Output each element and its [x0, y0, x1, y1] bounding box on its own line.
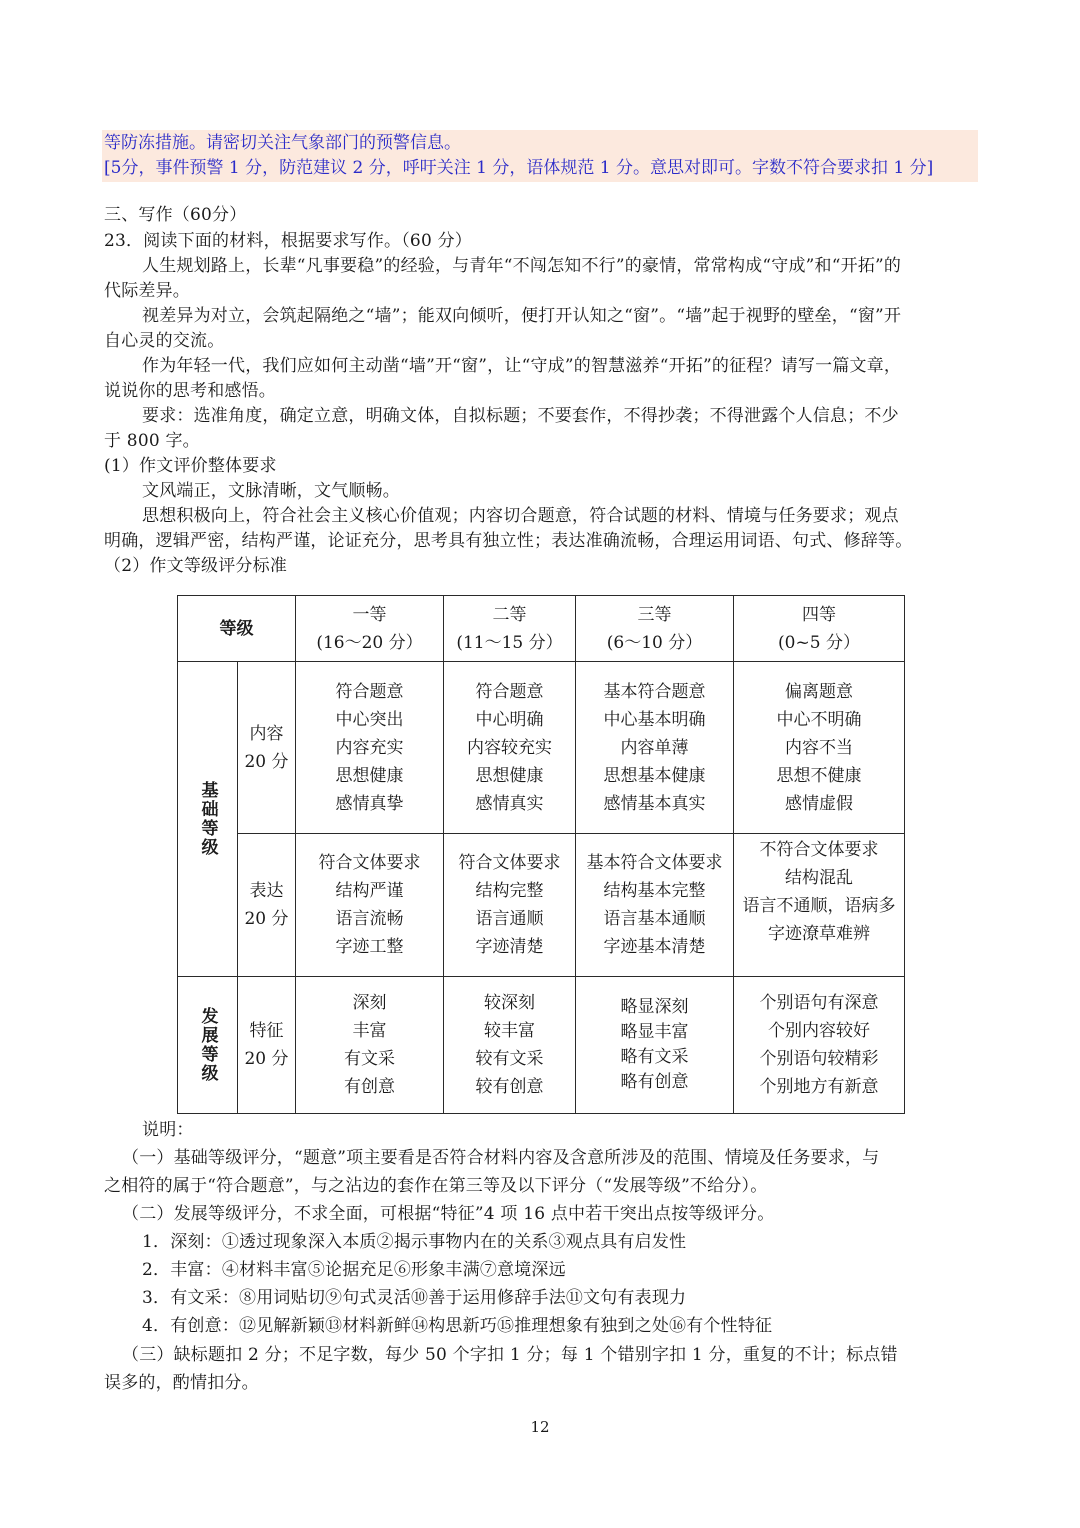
header-grade-3: 三等 (6～10 分）: [576, 596, 734, 662]
table-cell: 略显深刻 略显丰富 略有文采 略有创意: [576, 977, 734, 1114]
note-line: 误多的，酌情扣分。: [104, 1373, 259, 1393]
material-line: 说说你的思考和感悟。: [104, 381, 276, 401]
table-cell: 符合题意 中心明确 内容较充实 思想健康 感情真实: [444, 662, 576, 834]
note-line: （三）缺标题扣 2 分；不足字数，每少 50 个字扣 1 分；每 1 个错别字扣 1 分，重复的不计；标点错: [122, 1345, 898, 1365]
table-cell: 个别语句有深意 个别内容较好 个别语句较精彩 个别地方有新意: [734, 977, 905, 1114]
note-line: 2．丰富：④材料丰富⑤论据充足⑥形象丰满⑦意境深远: [142, 1260, 566, 1280]
note-line: （二）发展等级评分，不求全面，可根据“特征”4 项 16 点中若干突出点按等级评分。: [122, 1204, 775, 1224]
question-prompt: 23．阅读下面的材料，根据要求写作。（60 分）: [104, 231, 472, 251]
page-number: 12: [530, 1418, 550, 1436]
note-line: 3．有文采：⑧用词贴切⑨句式灵活⑩善于运用修辞手法⑪文句有表现力: [142, 1288, 687, 1308]
highlight-line-1: 等防冻措施。请密切关注气象部门的预警信息。: [104, 133, 461, 153]
table-row-expression: [178, 834, 905, 977]
group-development-level: 发展等级: [178, 977, 238, 1114]
requirement-line: 于 800 字。: [104, 431, 200, 451]
table-cell: 基本符合题意 中心基本明确 内容单薄 思想基本健康 感情基本真实: [576, 662, 734, 834]
group-basic-level: 基础等级: [178, 662, 238, 977]
header-grade-4: 四等 (0~5 分）: [734, 596, 905, 662]
requirement-line: 要求：选准角度，确定立意，明确文体，自拟标题；不要套作，不得抄袭；不得泄露个人信息；不少: [142, 406, 899, 426]
row-label-features: 特征 20 分: [238, 977, 296, 1114]
table-cell: 符合文体要求 结构严谨 语言流畅 字迹工整: [296, 834, 444, 977]
header-level: 等级: [178, 596, 296, 662]
scoring-note: [5分，事件预警 1 分，防范建议 2 分，呼吁关注 1 分，语体规范 1 分。意思对即可。字数不符合要求扣 1 分]: [104, 158, 934, 178]
row-label-expression: 表达 20 分: [238, 834, 296, 977]
note-line: （一）基础等级评分，“题意”项主要看是否符合材料内容及含意所涉及的范围、情境及任务要求，与: [122, 1148, 880, 1168]
overall-line: 思想积极向上，符合社会主义核心价值观；内容切合题意，符合试题的材料、情境与任务要求；观点: [142, 506, 899, 526]
table-header-row: [178, 596, 905, 662]
table-cell: 符合文体要求 结构完整 语言通顺 字迹清楚: [444, 834, 576, 977]
header-grade-2: 二等 (11～15 分）: [444, 596, 576, 662]
table-cell: 符合题意 中心突出 内容充实 思想健康 感情真挚: [296, 662, 444, 834]
notes-title: 说明：: [142, 1120, 194, 1140]
table-cell: 不符合文体要求 结构混乱 语言不通顺，语病多 字迹潦草难辨: [734, 834, 905, 977]
overall-requirements-title: (1）作文评价整体要求: [104, 456, 277, 476]
table-cell: 较深刻 较丰富 较有文采 较有创意: [444, 977, 576, 1114]
grading-standard-title: （2）作文等级评分标准: [104, 556, 288, 576]
material-line: 视差异为对立，会筑起隔绝之“墙”；能双向倾听，便打开认知之“窗”。“墙”起于视野的壁垒，“窗”开: [142, 306, 902, 326]
note-line: 1．深刻：①透过现象深入本质②揭示事物内在的关系③观点具有启发性: [142, 1232, 687, 1252]
material-line: 作为年轻一代，我们应如何主动凿“墙”开“窗”，让“守成”的智慧滋养“开拓”的征程？请写一篇文章，: [142, 356, 902, 376]
row-label-content: 内容 20 分: [238, 662, 296, 834]
note-line: 之相符的属于“符合题意”，与之沾边的套作在第三等及以下评分（“发展等级”不给分）。: [104, 1176, 768, 1196]
material-line: 人生规划路上，长辈“凡事要稳”的经验，与青年“不闯怎知不行”的豪情，常常构成“守成”和“开拓”的: [142, 256, 902, 276]
header-grade-1: 一等 (16～20 分）: [296, 596, 444, 662]
table-cell: 偏离题意 中心不明确 内容不当 思想不健康 感情虚假: [734, 662, 905, 834]
material-line: 代际差异。: [104, 281, 190, 301]
table-cell: 深刻 丰富 有文采 有创意: [296, 977, 444, 1114]
note-line: 4．有创意：⑫见解新颖⑬材料新鲜⑭构思新巧⑮推理想象有独到之处⑯有个性特征: [142, 1316, 773, 1336]
material-line: 自心灵的交流。: [104, 331, 225, 351]
overall-line: 文风端正，文脉清晰，文气顺畅。: [142, 481, 400, 501]
table-row-content: [178, 662, 905, 834]
section-title: 三、写作（60分）: [104, 205, 247, 225]
table-row-features: [178, 977, 905, 1114]
grading-rubric-table: [177, 595, 905, 1114]
overall-line: 明确，逻辑严密，结构严谨，论证充分，思考具有独立性；表达准确流畅，合理运用词语、句式、修辞等。: [104, 531, 913, 551]
table-cell: 基本符合文体要求 结构基本完整 语言基本通顺 字迹基本清楚: [576, 834, 734, 977]
